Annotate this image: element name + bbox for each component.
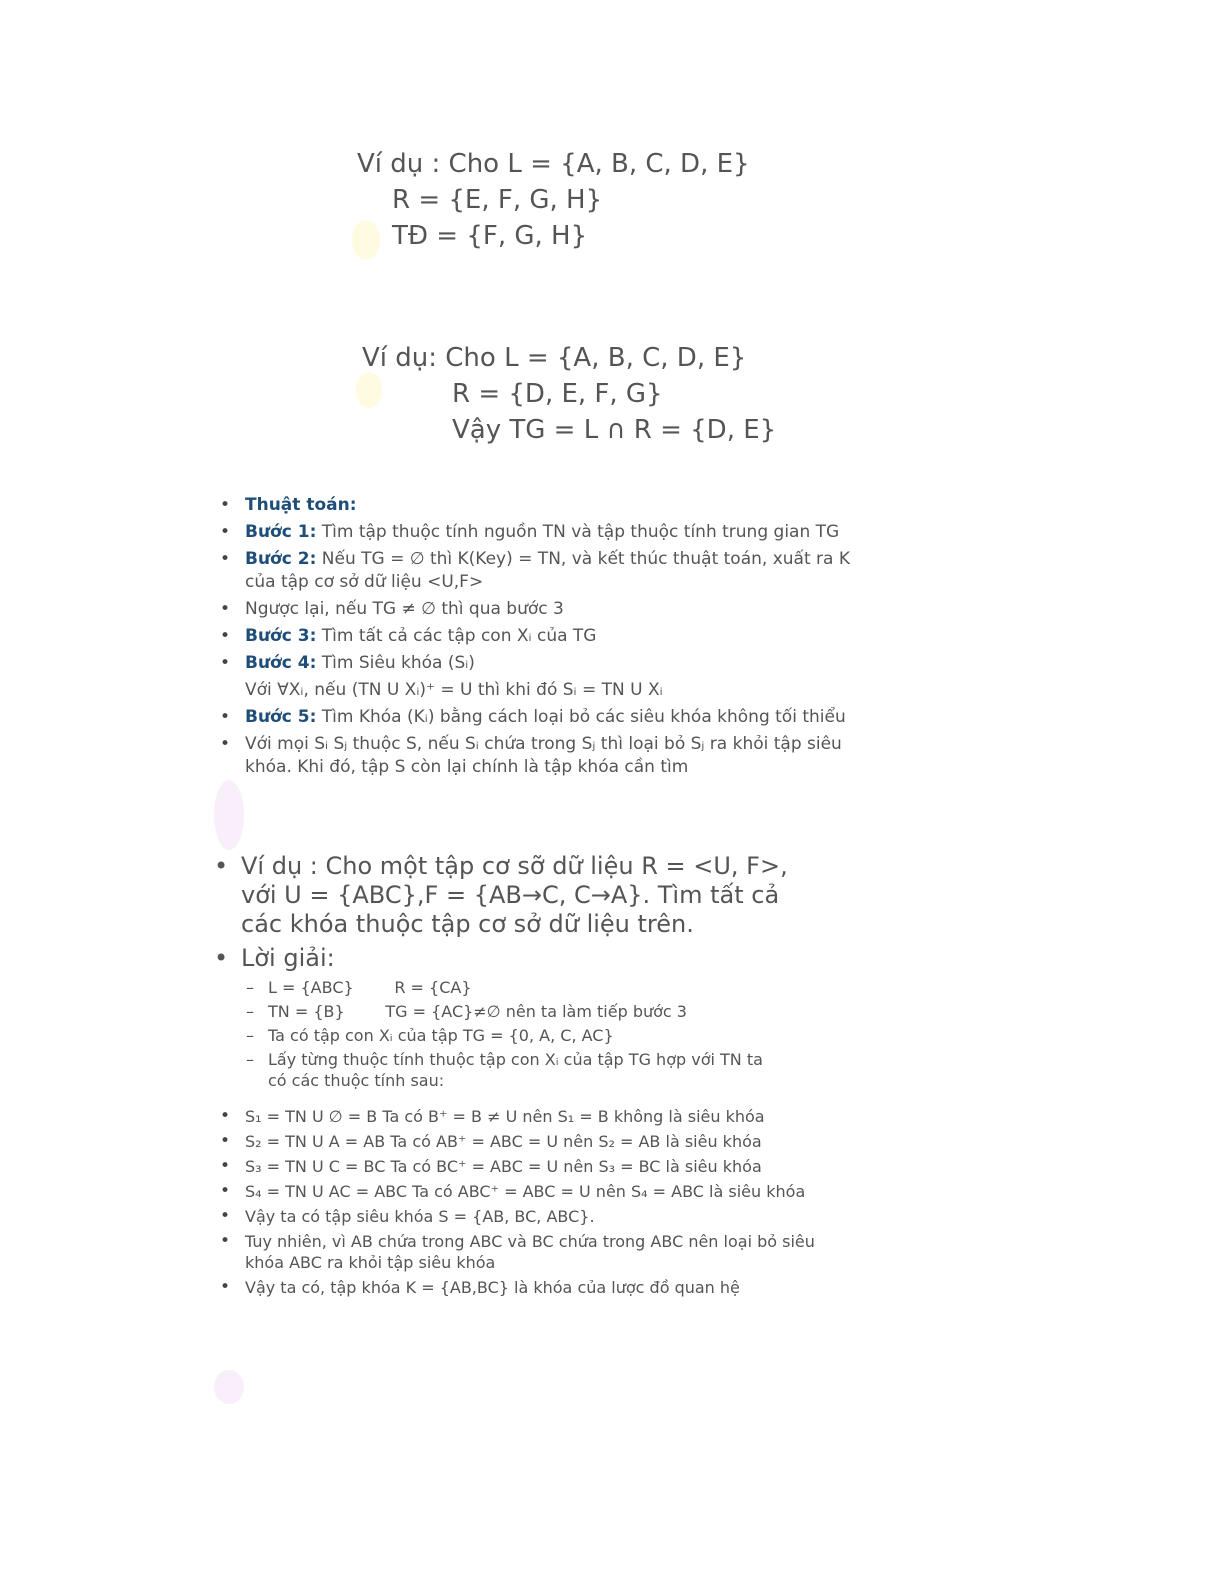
step-1-text: Tìm tập thuộc tính nguồn TN và tập thuộc tính trung gian TG	[316, 522, 840, 542]
list-item: • Thuật toán:	[220, 495, 357, 515]
list-item: – Lấy từng thuộc tính thuộc tập con Xᵢ của tập TG hợp với TN ta có các thuộc tính sau:	[246, 1050, 763, 1090]
step-3-text: Tìm tất cả các tập con Xᵢ của TG	[316, 626, 597, 646]
list-item: • Với mọi Sᵢ Sⱼ thuộc S, nếu Sᵢ chứa trong Sⱼ thì loại bỏ Sⱼ ra khỏi tập siêu khóa. Khi đó, tập S còn lại chính là tập khóa cần tìm	[220, 734, 842, 777]
example-2-line-1: Ví dụ: Cho L = {A, B, C, D, E}	[362, 343, 747, 373]
list-item: – Ta có tập con Xᵢ của tập TG = {0, A, C, AC}	[246, 1026, 614, 1045]
algorithm-list	[218, 494, 858, 783]
result-text: S₂ = TN U A = AB Ta có AB⁺ = ABC = U nên S₂ = AB là siêu khóa	[245, 1132, 762, 1151]
result-text: S₁ = TN U ∅ = B Ta có B⁺ = B ≠ U nên S₁ = B không là siêu khóa	[245, 1107, 765, 1126]
list-item: • S₂ = TN U A = AB Ta có AB⁺ = ABC = U nên S₂ = AB là siêu khóa	[220, 1131, 762, 1151]
list-item: • Ngược lại, nếu TG ≠ ∅ thì qua bước 3	[220, 599, 564, 619]
example-2-line-3: Vậy TG = L ∩ R = {D, E}	[452, 415, 777, 445]
example-1	[357, 146, 750, 254]
list-item: • Vậy ta có tập siêu khóa S = {AB, BC, ABC}.	[220, 1206, 595, 1226]
step-4-detail: Với ∀Xᵢ, nếu (TN U Xᵢ)⁺ = U thì khi đó Sᵢ = TN U Xᵢ	[245, 680, 663, 700]
example-1-line-3: TĐ = {F, G, H}	[392, 221, 588, 251]
step-4-label: Bước 4:	[245, 653, 317, 673]
solution-step-text: Lấy từng thuộc tính thuộc tập con Xᵢ của tập TG hợp với TN ta có các thuộc tính sau:	[268, 1050, 763, 1090]
step-5-text: Tìm Khóa (Kᵢ) bằng cách loại bỏ các siêu khóa không tối thiểu	[316, 707, 846, 727]
solution-title: Lời giải:	[241, 944, 335, 972]
results-list	[218, 1106, 818, 1302]
example-3: • Ví dụ : Cho một tập cơ sỡ dữ liệu R = <U, F>, với U = {ABC},F = {AB→C, C→A}. Tìm tất cả các khóa thuộc tập cơ sở dữ liệu trên.	[214, 852, 814, 939]
result-text: Vậy ta có, tập khóa K = {AB,BC} là khóa của lược đồ quan hệ	[245, 1278, 740, 1297]
decorative-swirl	[214, 780, 244, 850]
step-4-text: Tìm Siêu khóa (Sᵢ)	[316, 653, 475, 673]
example-3-text: Ví dụ : Cho một tập cơ sỡ dữ liệu R = <U, F>, với U = {ABC},F = {AB→C, C→A}. Tìm tất cả các khóa thuộc tập cơ sở dữ liệu trên.	[241, 852, 788, 938]
step-2-label: Bước 2:	[245, 549, 317, 569]
result-text: S₄ = TN U AC = ABC Ta có ABC⁺ = ABC = U nên S₄ = ABC là siêu khóa	[245, 1182, 806, 1201]
step-5-label: Bước 5:	[245, 707, 317, 727]
step-5-detail: Với mọi Sᵢ Sⱼ thuộc S, nếu Sᵢ chứa trong Sⱼ thì loại bỏ Sⱼ ra khỏi tập siêu khóa. Khi đó, tập S còn lại chính là tập khóa cần tìm	[245, 734, 842, 777]
otherwise-text: Ngược lại, nếu TG ≠ ∅ thì qua bước 3	[245, 599, 564, 619]
list-item: – L = {ABC} R = {CA}	[246, 978, 472, 997]
example-1-line-2: R = {E, F, G, H}	[392, 185, 603, 215]
step-1-label: Bước 1:	[245, 522, 317, 542]
algorithm-title: Thuật toán:	[245, 495, 357, 515]
result-text: Vậy ta có tập siêu khóa S = {AB, BC, ABC}.	[245, 1207, 595, 1226]
decorative-swirl	[214, 1370, 244, 1404]
list-item: • Bước 4: Tìm Siêu khóa (Sᵢ)	[220, 653, 475, 673]
example-2-line-2: R = {D, E, F, G}	[452, 379, 663, 409]
list-item: • Vậy ta có, tập khóa K = {AB,BC} là khóa của lược đồ quan hệ	[220, 1277, 740, 1297]
list-item: • Bước 5: Tìm Khóa (Kᵢ) bằng cách loại bỏ các siêu khóa không tối thiểu	[220, 707, 846, 727]
result-text: S₃ = TN U C = BC Ta có BC⁺ = ABC = U nên S₃ = BC là siêu khóa	[245, 1157, 762, 1176]
step-2-text: Nếu TG = ∅ thì K(Key) = TN, và kết thúc thuật toán, xuất ra K của tập cơ sở dữ liệu <U,F>	[245, 549, 850, 592]
list-item: • S₄ = TN U AC = ABC Ta có ABC⁺ = ABC = U nên S₄ = ABC là siêu khóa	[220, 1181, 806, 1201]
solution-heading: • Lời giải:	[214, 944, 335, 972]
result-text: Tuy nhiên, vì AB chứa trong ABC và BC chứa trong ABC nên loại bỏ siêu khóa ABC ra khỏi tập siêu khóa	[245, 1232, 815, 1272]
solution-step-text: Ta có tập con Xᵢ của tập TG = {0, A, C, AC}	[268, 1026, 614, 1045]
step-3-label: Bước 3:	[245, 626, 317, 646]
solution-step-text: TN = {B} TG = {AC}≠∅ nên ta làm tiếp bước 3	[268, 1002, 687, 1021]
list-item: • Bước 2: Nếu TG = ∅ thì K(Key) = TN, và kết thúc thuật toán, xuất ra K của tập cơ sở dữ liệu <U,F>	[220, 549, 850, 592]
list-item: • S₃ = TN U C = BC Ta có BC⁺ = ABC = U nên S₃ = BC là siêu khóa	[220, 1156, 762, 1176]
example-1-line-1: Ví dụ : Cho L = {A, B, C, D, E}	[357, 149, 750, 179]
example-2	[362, 340, 776, 448]
list-item: – TN = {B} TG = {AC}≠∅ nên ta làm tiếp bước 3	[246, 1002, 687, 1021]
list-item: • Bước 1: Tìm tập thuộc tính nguồn TN và tập thuộc tính trung gian TG	[220, 522, 840, 542]
solution-step-text: L = {ABC} R = {CA}	[268, 978, 472, 997]
list-item: • Tuy nhiên, vì AB chứa trong ABC và BC chứa trong ABC nên loại bỏ siêu khóa ABC ra khỏi tập siêu khóa	[220, 1231, 815, 1272]
solution-steps	[246, 977, 766, 1094]
list-item: • Bước 3: Tìm tất cả các tập con Xᵢ của TG	[220, 626, 597, 646]
list-item: • S₁ = TN U ∅ = B Ta có B⁺ = B ≠ U nên S₁ = B không là siêu khóa	[220, 1106, 765, 1126]
